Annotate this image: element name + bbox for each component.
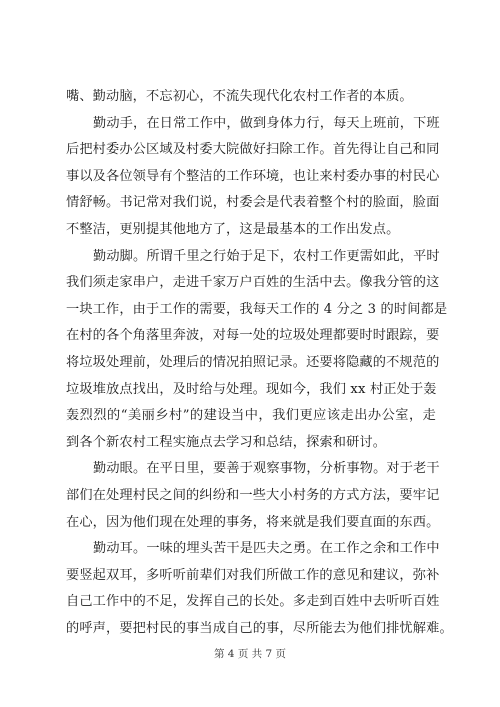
paragraph-line: 到各个新农村工程实施点去学习和总结，探索和研讨。 [66, 434, 387, 450]
paragraph-line: 勤动耳。一味的埋头苦干是匹夫之勇。在工作之余和工作中 [93, 541, 440, 557]
paragraph-line: 情舒畅。书记常对我们说，村委会是代表着整个村的脸面，脸面 [66, 195, 440, 211]
paragraph-line: 一块工作，由于工作的需要，我每天工作的 4 分之 3 的时间都是 [66, 301, 448, 317]
paragraph-line: 我们须走家串户，走进千家万户百姓的生活中去。像我分管的这 [66, 275, 440, 291]
paragraph-line: 不整洁，更别提其他地方了，这是最基本的工作出发点。 [66, 221, 400, 237]
paragraph-line: 轰烈烈的“美丽乡村”的建设当中，我们更应该走出办公室，走 [66, 408, 436, 424]
paragraph-line: 将垃圾处理前，处理后的情况拍照记录。还要将隐藏的不规范的 [66, 354, 440, 370]
paragraph-line: 垃圾堆放点找出，及时给与处理。现如今，我们 xx 村正处于轰 [66, 381, 437, 397]
paragraph-line: 在心，因为他们现在处理的事务，将来就是我们要直面的东西。 [66, 514, 440, 530]
paragraph-line: 的呼声，要把村民的事当成自己的事，尽所能去为他们排忧解难。 [66, 620, 453, 636]
paragraph-line: 勤动手，在日常工作中，做到身体力行，每天上班前，下班 [93, 115, 440, 131]
page-number-footer: 第 4 页 共 7 页 [213, 648, 287, 660]
paragraph-ears [66, 536, 453, 642]
document-body [66, 84, 453, 642]
paragraph-line: 自己工作中的不足，发挥自己的长处。多走到百姓中去听听百姓 [66, 594, 440, 610]
paragraph-1 [66, 84, 436, 111]
paragraph-eyes [66, 456, 440, 536]
paragraph-line: 在村的各个角落里奔波，对每一处的垃圾处理都要时时跟踪，要 [66, 328, 440, 344]
paragraph-line: 勤动脚。所谓千里之行始于足下，农村工作更需如此，平时 [93, 248, 440, 264]
paragraph-hands [66, 111, 440, 244]
paragraph-line: 勤动眼。在平日里，要善于观察事物，分析事物。对于老干 [93, 461, 440, 477]
paragraph-line: 后把村委办公区域及村委大院做好扫除工作。首先得让自己和同 [66, 142, 440, 158]
paragraph-line: 嘴、勤动脑，不忘初心，不流失现代化农村工作者的本质。 [66, 89, 413, 104]
paragraph-line: 事以及各位领导有个整洁的工作环境，也让来村委办事的村民心 [66, 168, 440, 184]
paragraph-line: 部们在处理村民之间的纠纷和一些大小村务的方式方法，要牢记 [66, 487, 440, 503]
paragraph-line: 要竖起双耳，多听听前辈们对我们所做工作的意见和建议，弥补 [66, 567, 440, 583]
paragraph-feet [66, 244, 448, 457]
